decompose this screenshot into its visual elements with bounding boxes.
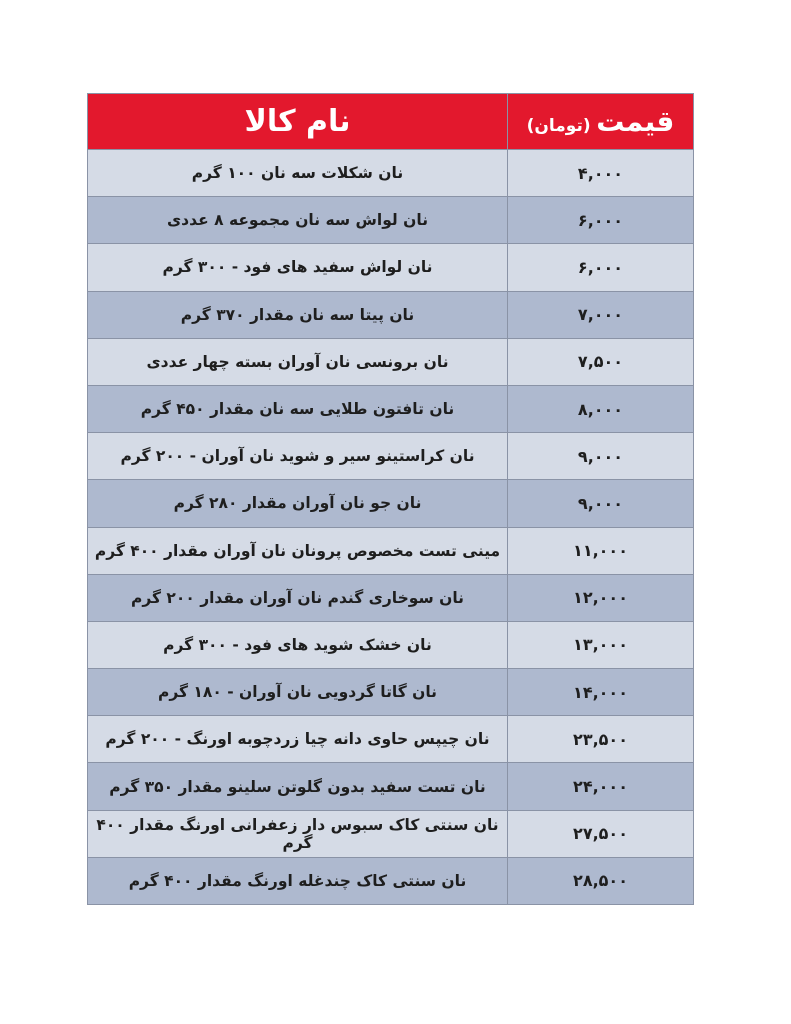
price-cell: ۹,۰۰۰ — [508, 480, 694, 527]
product-name-cell: نان سنتی کاک سبوس دار زعفرانی اورنگ مقدار ۴۰۰ گرم — [88, 810, 508, 857]
name-header-label: نام کالا — [244, 104, 351, 139]
name-column-header — [88, 94, 508, 150]
product-name-cell: نان برونسی نان آوران بسته چهار عددی — [88, 338, 508, 385]
price-cell: ۲۸,۵۰۰ — [508, 857, 694, 904]
header-row — [88, 94, 694, 150]
product-name-cell: نان تافتون طلایی سه نان مقدار ۴۵۰ گرم — [88, 385, 508, 432]
table-row — [88, 669, 694, 716]
table-row — [88, 763, 694, 810]
product-name-cell: نان لواش سه نان مجموعه ۸ عددی — [88, 197, 508, 244]
product-name-cell: نان سنتی کاک چندغله اورنگ مقدار ۴۰۰ گرم — [88, 857, 508, 904]
table-row — [88, 338, 694, 385]
price-cell: ۲۳,۵۰۰ — [508, 716, 694, 763]
table-row — [88, 150, 694, 197]
table-row — [88, 433, 694, 480]
product-name-cell: نان لواش سفید های فود - ۳۰۰ گرم — [88, 244, 508, 291]
table-row — [88, 244, 694, 291]
price-cell: ۷,۰۰۰ — [508, 291, 694, 338]
price-cell: ۲۷,۵۰۰ — [508, 810, 694, 857]
table-row — [88, 621, 694, 668]
bread-price-table — [87, 93, 694, 905]
product-name-cell: نان کراستینو سیر و شوید نان آوران - ۲۰۰ گرم — [88, 433, 508, 480]
table-body — [88, 150, 694, 905]
table-row — [88, 480, 694, 527]
table-row — [88, 291, 694, 338]
product-name-cell: نان پیتا سه نان مقدار ۳۷۰ گرم — [88, 291, 508, 338]
table-row — [88, 385, 694, 432]
price-cell: ۷,۵۰۰ — [508, 338, 694, 385]
price-header-label: قیمت — [596, 105, 675, 138]
price-unit-label: (تومان) — [526, 116, 591, 136]
product-name-cell: نان خشک شوید های فود - ۳۰۰ گرم — [88, 621, 508, 668]
product-name-cell: مینی تست مخصوص پرونان نان آوران مقدار ۴۰۰ گرم — [88, 527, 508, 574]
table-row — [88, 716, 694, 763]
product-name-cell: نان سوخاری گندم نان آوران مقدار ۲۰۰ گرم — [88, 574, 508, 621]
price-cell: ۹,۰۰۰ — [508, 433, 694, 480]
table-row — [88, 527, 694, 574]
product-name-cell: نان گاتا گردویی نان آوران - ۱۸۰ گرم — [88, 669, 508, 716]
table-header — [88, 94, 694, 150]
price-cell: ۴,۰۰۰ — [508, 150, 694, 197]
price-cell: ۲۴,۰۰۰ — [508, 763, 694, 810]
table-row — [88, 857, 694, 904]
price-cell: ۱۲,۰۰۰ — [508, 574, 694, 621]
product-name-cell: نان جو نان آوران مقدار ۲۸۰ گرم — [88, 480, 508, 527]
table-row — [88, 574, 694, 621]
product-name-cell: نان تست سفید بدون گلوتن سلینو مقدار ۳۵۰ گرم — [88, 763, 508, 810]
product-name-cell: نان چیپس حاوی دانه چیا زردچوبه اورنگ - ۲۰۰ گرم — [88, 716, 508, 763]
table-row — [88, 197, 694, 244]
price-cell: ۶,۰۰۰ — [508, 197, 694, 244]
price-cell: ۸,۰۰۰ — [508, 385, 694, 432]
table-row — [88, 810, 694, 857]
product-name-cell: نان شکلات سه نان ۱۰۰ گرم — [88, 150, 508, 197]
price-cell: ۱۱,۰۰۰ — [508, 527, 694, 574]
price-column-header — [508, 94, 694, 150]
price-cell: ۱۳,۰۰۰ — [508, 621, 694, 668]
price-cell: ۶,۰۰۰ — [508, 244, 694, 291]
price-cell: ۱۴,۰۰۰ — [508, 669, 694, 716]
